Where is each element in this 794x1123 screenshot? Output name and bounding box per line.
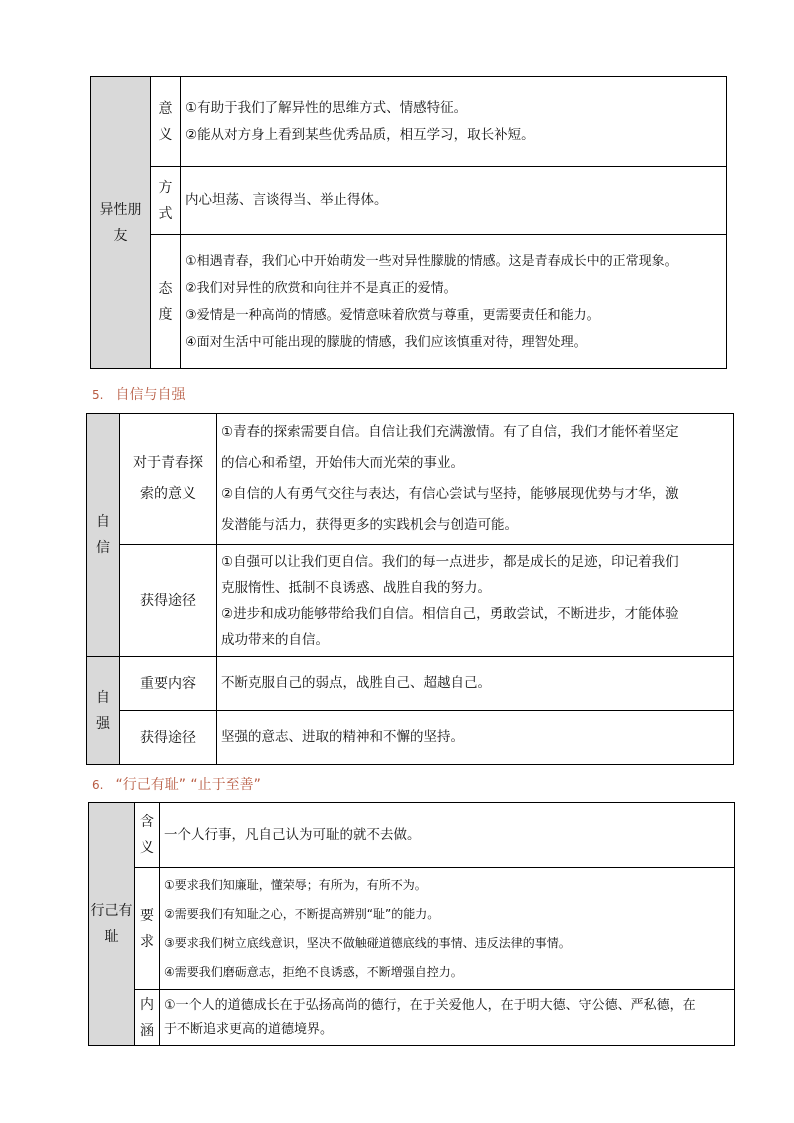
category-label: 异性朋友 — [99, 201, 142, 244]
row-label-cell — [151, 235, 181, 369]
content-line: ①有助于我们了解异性的思维方式、情感特征。 — [185, 99, 468, 116]
content-line: ④需要我们磨砺意志，拒绝不良诱惑，不断增强自控力。 — [164, 964, 463, 979]
content-line: 一个人行事，凡自己认为可耻的就不去做。 — [164, 826, 421, 843]
content-cell — [217, 414, 734, 545]
content-cell — [217, 657, 734, 711]
section-heading-6 — [92, 774, 261, 794]
table-confidence-self-improvement — [86, 413, 734, 765]
content-line: ①要求我们知廉耻，懂荣辱；有所为，有所不为。 — [164, 877, 427, 892]
content-cell — [160, 803, 735, 868]
group-cell — [87, 657, 120, 765]
content-line: ②能从对方身上看到某些优秀品质，相互学习，取长补短。 — [185, 126, 535, 143]
content-line: ①青春的探索需要自信。自信让我们充满激情。有了自信，我们才能怀着坚定 — [221, 424, 679, 440]
content-line: ②自信的人有勇气交往与表达，有信心尝试与坚持，能够展现优势与才华，激 — [221, 486, 679, 502]
section-number: 6. — [92, 778, 104, 792]
row-label-cell — [135, 803, 160, 868]
section-title: 自信与自强 — [115, 387, 186, 403]
row-label: 获得途径 — [140, 592, 196, 609]
content-cell — [160, 868, 735, 990]
row-label: 内涵 — [140, 996, 154, 1039]
content-line: 的信心和希望，开始伟大而光荣的事业。 — [221, 455, 464, 471]
category-cell — [91, 77, 151, 369]
row-label: 含义 — [140, 814, 154, 856]
content-cell — [181, 235, 727, 369]
group-label: 自强 — [96, 689, 110, 732]
table-sense-of-shame — [88, 802, 735, 1046]
content-line: ②我们对异性的欣赏和向往并不是真正的爱情。 — [185, 280, 457, 296]
row-label-cell — [135, 990, 160, 1046]
content-cell — [217, 711, 734, 765]
row-label: 获得途径 — [140, 729, 196, 746]
content-line: ③爱情是一种高尚的情感。爱情意味着欣赏与尊重，更需要责任和能力。 — [185, 307, 600, 323]
row-label-cell — [120, 545, 217, 657]
row-label-cell — [135, 868, 160, 990]
content-line: ④面对生活中可能出现的朦胧的情感，我们应该慎重对待，理智处理。 — [185, 334, 587, 350]
content-line: ①自强可以让我们更自信。我们的每一点进步，都是成长的足迹，印记着我们 — [221, 553, 679, 570]
row-label: 重要内容 — [140, 675, 196, 692]
group-label: 自信 — [96, 514, 110, 556]
content-cell — [217, 545, 734, 657]
content-line: 坚强的意志、进取的精神和不懈的坚持。 — [221, 729, 464, 745]
content-line: ③要求我们树立底线意识，坚决不做触碰道德底线的事情、违反法律的事情。 — [164, 935, 571, 950]
content-line: 不断克服自己的弱点，战胜自己、超越自己。 — [221, 675, 491, 691]
section-heading-5 — [92, 384, 185, 404]
content-line: ①一个人的道德成长在于弘扬高尚的德行，在于关爱他人，在于明大德、守公德、严私德，在 — [164, 997, 696, 1013]
content-cell — [160, 990, 735, 1046]
category-cell — [89, 803, 135, 1046]
group-cell — [87, 414, 120, 657]
row-label: 对于青春探索的意义 — [133, 455, 203, 502]
row-label: 方式 — [158, 179, 173, 222]
row-label-cell — [151, 167, 181, 235]
content-line: ②进步和成功能够带给我们自信。相信自己，勇敢尝试，不断进步，才能体验 — [221, 605, 679, 622]
row-label-cell — [151, 77, 181, 167]
section-number: 5. — [92, 388, 104, 402]
content-line: 发潜能与活力，获得更多的实践机会与创造可能。 — [221, 517, 518, 533]
content-line: ①相遇青春，我们心中开始萌发一些对异性朦胧的情感。这是青春成长中的正常现象。 — [185, 253, 678, 269]
row-label: 态度 — [158, 280, 173, 323]
content-line: 内心坦荡、言谈得当、举止得体。 — [185, 192, 388, 208]
content-line: 于不断追求更高的道德境界。 — [164, 1021, 334, 1037]
row-label: 要求 — [140, 907, 154, 950]
row-label: 意义 — [158, 100, 173, 143]
content-line: ②需要我们有知耻之心，不断提高辨别“耻”的能力。 — [164, 906, 440, 921]
row-label-cell — [120, 414, 217, 545]
table-opposite-sex-friends — [90, 76, 727, 369]
content-cell — [181, 77, 727, 167]
content-line: 克服惰性、抵制不良诱惑、战胜自我的努力。 — [221, 579, 491, 596]
content-line: 成功带来的自信。 — [221, 631, 329, 648]
section-title: “行己有耻” “止于至善” — [115, 777, 261, 793]
row-label-cell — [120, 711, 217, 765]
row-label-cell — [120, 657, 217, 711]
content-cell — [181, 167, 727, 235]
category-label: 行己有耻 — [90, 903, 133, 945]
